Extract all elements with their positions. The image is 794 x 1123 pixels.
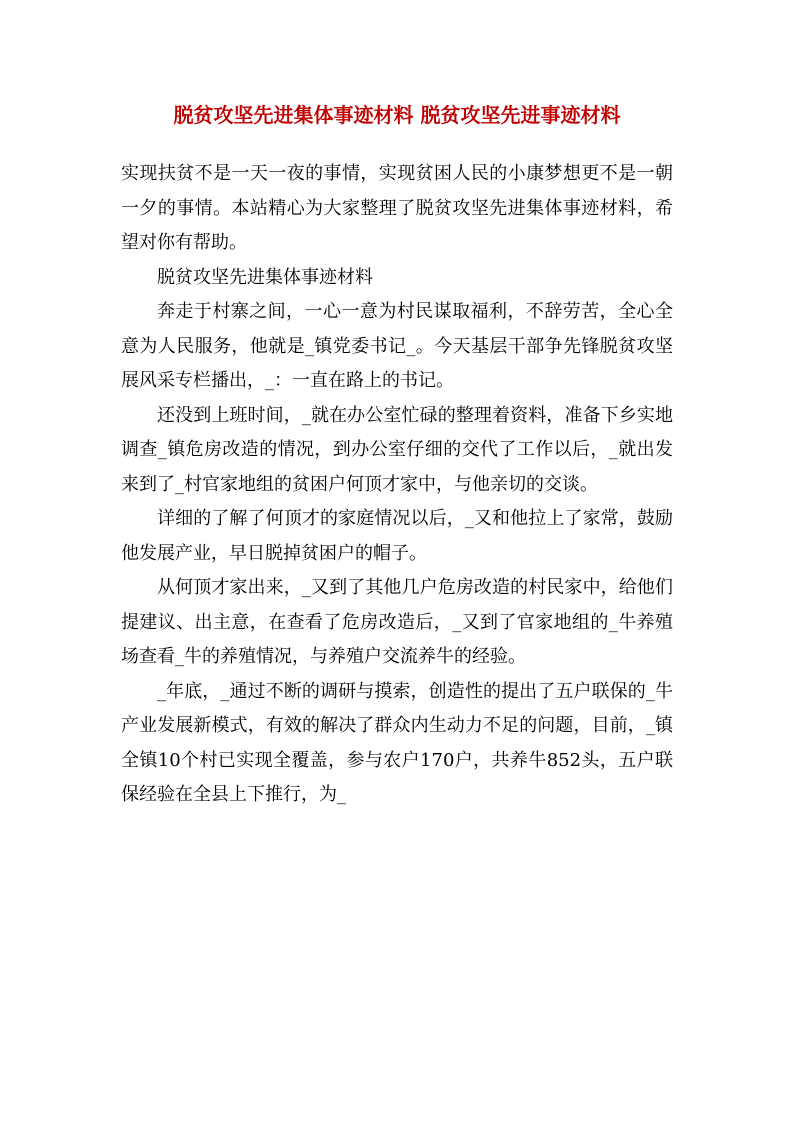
body-paragraph: 详细的了解了何顶才的家庭情况以后，_又和他拉上了家常，鼓励他发展产业，早日脱掉贫困户的帽子。 bbox=[121, 508, 673, 564]
body-paragraph: 还没到上班时间，_就在办公室忙碌的整理着资料，准备下乡实地调查_镇危房改造的情况，到办公室仔细的交代了工作以后，_就出发来到了_村官家地组的贫困户何顶才家中，与他亲切的交谈。 bbox=[121, 404, 673, 495]
intro-paragraph: 实现扶贫不是一天一夜的事情，实现贫困人民的小康梦想更不是一朝一夕的事情。本站精心为大家整理了脱贫攻坚先进集体事迹材料，希望对你有帮助。 bbox=[121, 163, 673, 253]
section-heading: 脱贫攻坚先进集体事迹材料 bbox=[157, 266, 373, 288]
document-title: 脱贫攻坚先进集体事迹材料 脱贫攻坚先进事迹材料 bbox=[173, 103, 621, 127]
document-body bbox=[121, 157, 673, 813]
body-paragraph: 从何顶才家出来，_又到了其他几户危房改造的村民家中，给他们提建议、出主意，在查看了危房改造后，_又到了官家地组的_牛养殖场查看_牛的养殖情况，与养殖户交流养牛的经验。 bbox=[121, 577, 673, 667]
body-paragraph: 奔走于村寨之间，一心一意为村民谋取福利，不辞劳苦，全心全意为人民服务，他就是_镇党委书记_。今天基层干部争先锋脱贫攻坚展风采专栏播出，_：一直在路上的书记。 bbox=[121, 301, 673, 391]
body-paragraph: _年底，_通过不断的调研与摸索，创造性的提出了五户联保的_牛产业发展新模式，有效的解决了群众内生动力不足的问题，目前，_镇全镇10个村已实现全覆盖，参与农户170户，共养牛852头，五户联保经验在全县上下推行，为_ bbox=[121, 680, 673, 805]
